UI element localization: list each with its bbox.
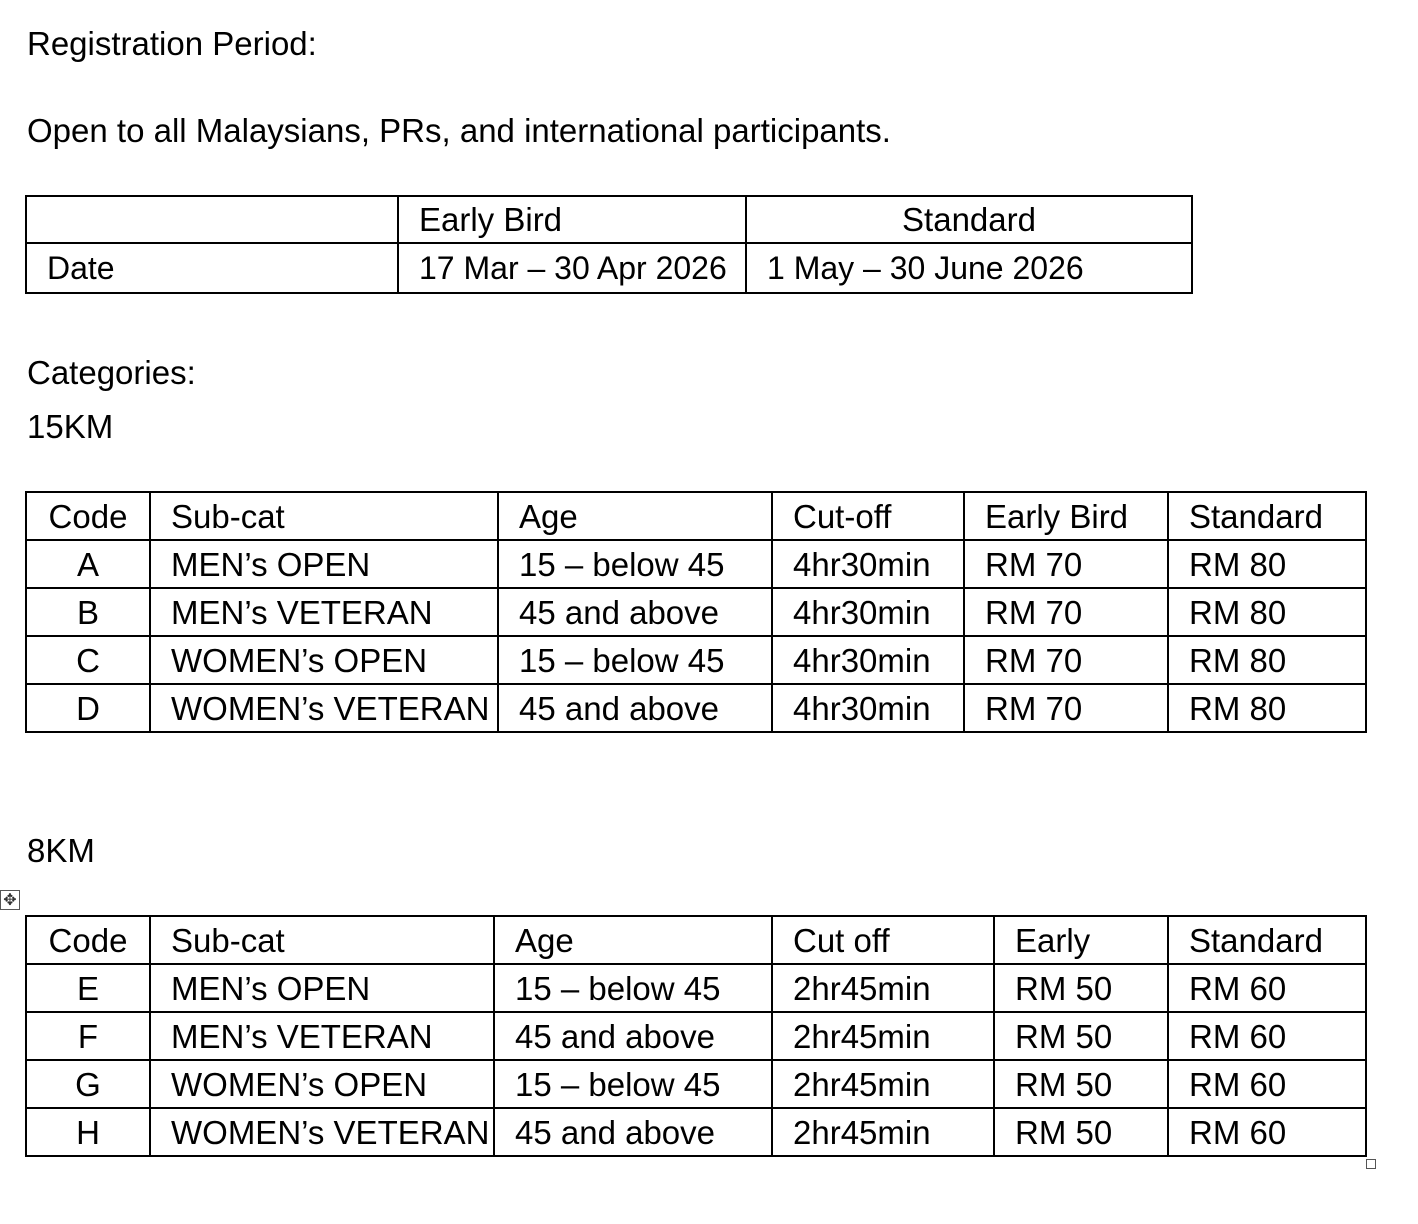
table-header-cell: Cut off	[772, 916, 994, 964]
table-header-cell	[26, 196, 398, 243]
table-row	[26, 636, 1366, 684]
table-cell: 15 – below 45	[494, 1060, 772, 1108]
table-header-cell: Early Bird	[398, 196, 746, 243]
km15-title: 15KM	[27, 408, 114, 445]
table-header-cell: Sub-cat	[150, 492, 498, 540]
table-cell: RM 60	[1168, 1060, 1366, 1108]
table-cell: F	[26, 1012, 150, 1060]
early-bird-date-cell: 17 Mar – 30 Apr 2026	[398, 243, 746, 293]
registration-heading: Registration Period:	[27, 25, 317, 62]
table-cell: MEN’s OPEN	[150, 540, 498, 588]
table-cell: 2hr45min	[772, 1060, 994, 1108]
table-header-cell: Sub-cat	[150, 916, 494, 964]
table-cell: RM 70	[964, 636, 1168, 684]
table-row	[26, 540, 1366, 588]
table-cell: MEN’s VETERAN	[150, 588, 498, 636]
table-header-row	[26, 916, 1366, 964]
table-header-row	[26, 492, 1366, 540]
table-cell: RM 80	[1168, 588, 1366, 636]
table-header-row	[26, 196, 1192, 243]
table-cell: E	[26, 964, 150, 1012]
table-cell: 15 – below 45	[498, 540, 772, 588]
categories-heading: Categories:	[27, 354, 196, 391]
table-cell: RM 60	[1168, 1012, 1366, 1060]
table-cell: 4hr30min	[772, 588, 964, 636]
table-header-cell: Standard	[746, 196, 1192, 243]
table-header-cell: Age	[494, 916, 772, 964]
table-header-cell: Early Bird	[964, 492, 1168, 540]
table-cell: MEN’s VETERAN	[150, 1012, 494, 1060]
table-cell: A	[26, 540, 150, 588]
resize-square-icon[interactable]	[1366, 1159, 1376, 1169]
move-arrows-icon[interactable]: ✥	[0, 890, 20, 910]
table-cell: 2hr45min	[772, 1108, 994, 1156]
km8-title: 8KM	[27, 832, 95, 869]
table-cell: 15 – below 45	[494, 964, 772, 1012]
eligibility-note: Open to all Malaysians, PRs, and international participants.	[27, 112, 891, 149]
table-row	[26, 1060, 1366, 1108]
table-cell: RM 50	[994, 1012, 1168, 1060]
table-cell: 45 and above	[498, 684, 772, 732]
table-cell: RM 50	[994, 964, 1168, 1012]
table-cell: RM 70	[964, 684, 1168, 732]
table-cell: 4hr30min	[772, 540, 964, 588]
table-row	[26, 964, 1366, 1012]
table-row	[26, 1108, 1366, 1156]
table-cell: RM 80	[1168, 684, 1366, 732]
table-row	[26, 588, 1366, 636]
km15-category-table	[25, 491, 1367, 733]
table-cell: G	[26, 1060, 150, 1108]
table-cell: MEN’s OPEN	[150, 964, 494, 1012]
standard-date-cell: 1 May – 30 June 2026	[746, 243, 1192, 293]
table-cell: 2hr45min	[772, 964, 994, 1012]
table-header-cell: Standard	[1168, 916, 1366, 964]
table-cell: RM 60	[1168, 1108, 1366, 1156]
registration-period-table	[25, 195, 1193, 294]
table-cell: 2hr45min	[772, 1012, 994, 1060]
table-cell: RM 60	[1168, 964, 1366, 1012]
table-cell: B	[26, 588, 150, 636]
table-cell: 4hr30min	[772, 684, 964, 732]
table-cell: 45 and above	[494, 1108, 772, 1156]
table-cell: 45 and above	[494, 1012, 772, 1060]
table-header-cell: Early	[994, 916, 1168, 964]
table-header-cell: Age	[498, 492, 772, 540]
table-cell: RM 70	[964, 588, 1168, 636]
km8-category-table	[25, 915, 1367, 1157]
table-cell: 4hr30min	[772, 636, 964, 684]
table-cell: C	[26, 636, 150, 684]
table-cell: D	[26, 684, 150, 732]
table-cell: WOMEN’s OPEN	[150, 636, 498, 684]
table-cell: RM 80	[1168, 636, 1366, 684]
table-cell: RM 50	[994, 1060, 1168, 1108]
table-header-cell: Code	[26, 492, 150, 540]
table-cell: 15 – below 45	[498, 636, 772, 684]
table-row	[26, 684, 1366, 732]
table-cell: WOMEN’s VETERAN	[150, 1108, 494, 1156]
date-label-cell: Date	[26, 243, 398, 293]
table-cell: RM 80	[1168, 540, 1366, 588]
table-row	[26, 1012, 1366, 1060]
table-header-cell: Standard	[1168, 492, 1366, 540]
table-row	[26, 243, 1192, 293]
table-cell: RM 70	[964, 540, 1168, 588]
table-header-cell: Cut-off	[772, 492, 964, 540]
table-cell: WOMEN’s VETERAN	[150, 684, 498, 732]
table-cell: 45 and above	[498, 588, 772, 636]
table-header-cell: Code	[26, 916, 150, 964]
table-cell: H	[26, 1108, 150, 1156]
table-cell: RM 50	[994, 1108, 1168, 1156]
table-cell: WOMEN’s OPEN	[150, 1060, 494, 1108]
